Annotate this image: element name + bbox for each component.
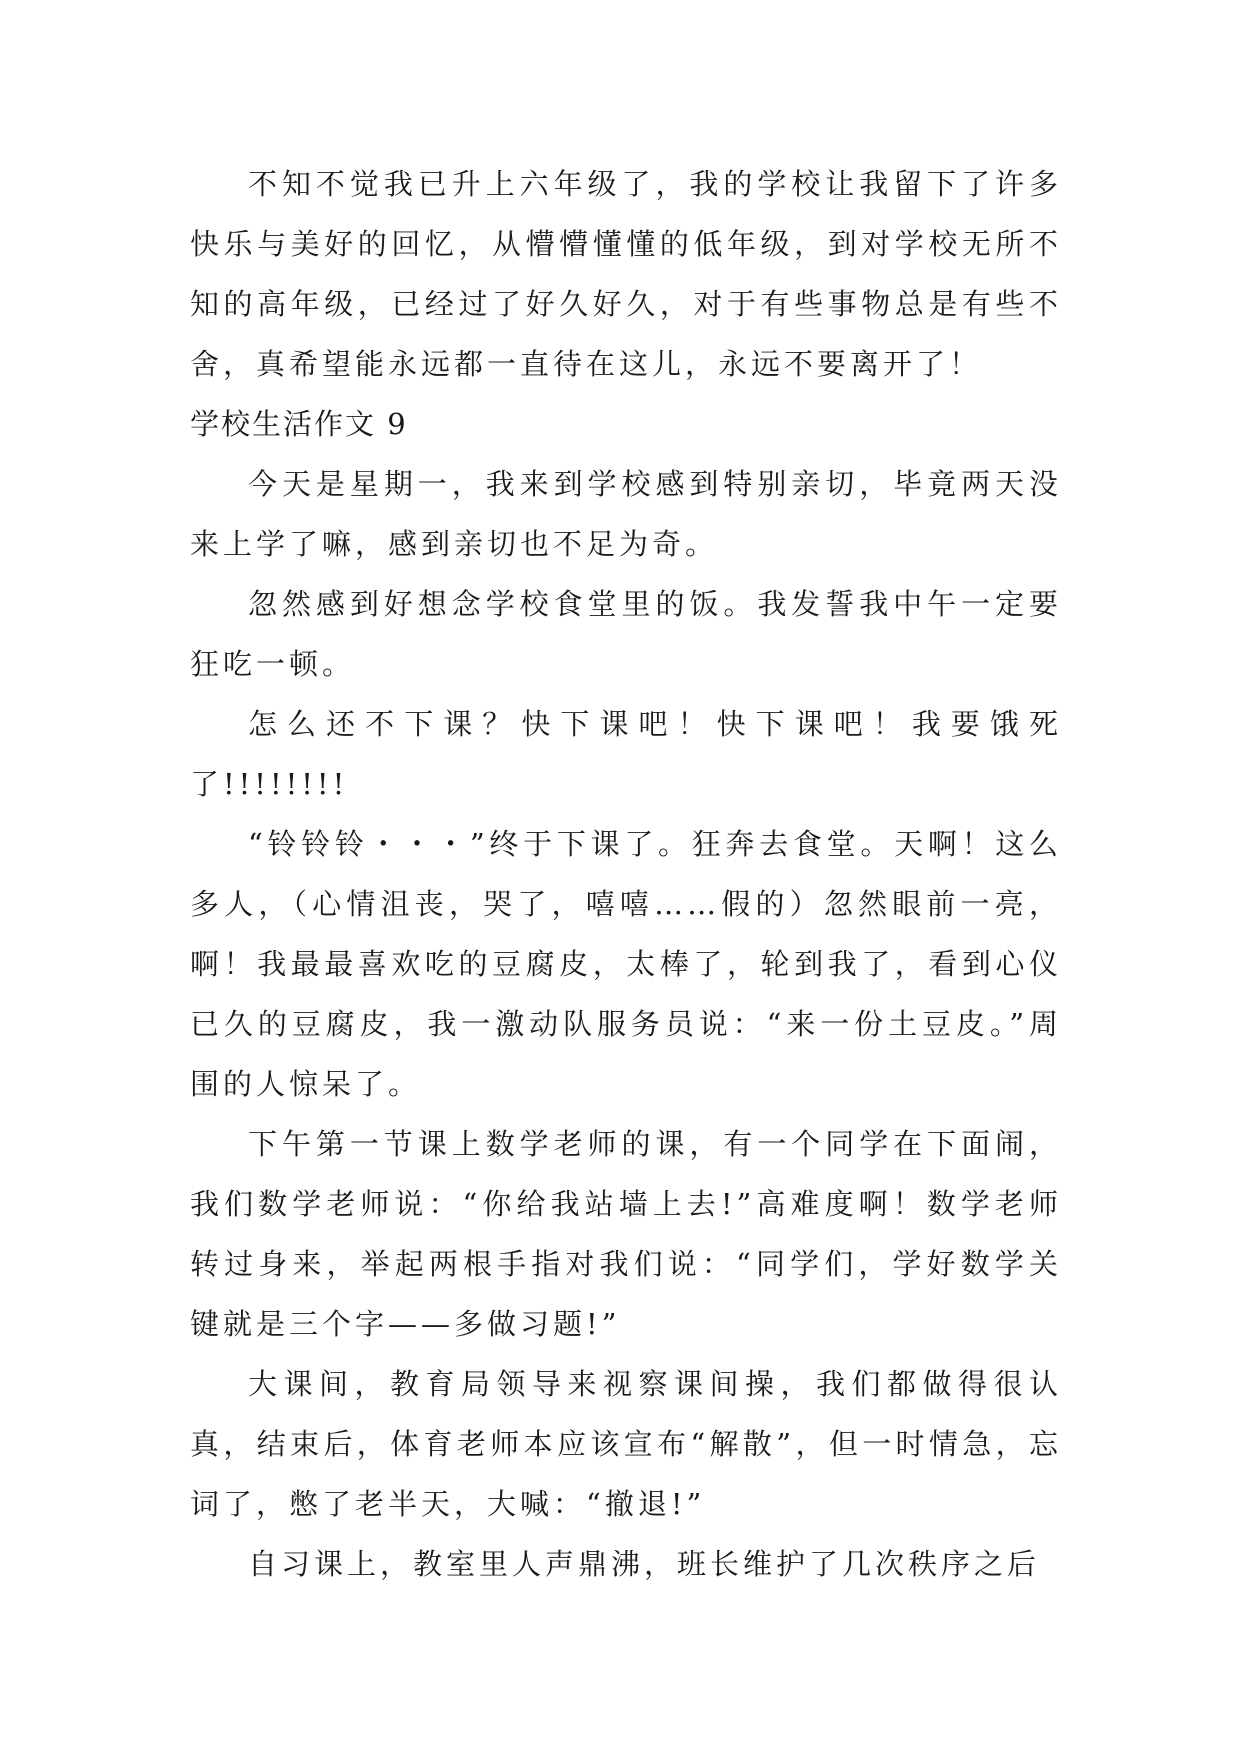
- paragraph: 自习课上，教室里人声鼎沸，班长维护了几次秩序之后: [248, 1547, 1041, 1581]
- paragraph: 下午第一节课上数学老师的课，有一个同学在下面闹，我们数学老师说：“你给我站墙上去!”高难度啊！数学老师转过身来，举起两根手指对我们说：“同学们，学好数学关键就是三个字——多做习题!”: [190, 1127, 1062, 1341]
- paragraph: 忽然感到好想念学校食堂里的饭。我发誓我中午一定要狂吃一顿。: [190, 587, 1062, 681]
- document-body: [190, 154, 1062, 1594]
- paragraph: 大课间，教育局领导来视察课间操，我们都做得很认真，结束后，体育老师本应该宣布“解散”，但一时情急，忘词了，憋了老半天，大喊：“撤退!”: [190, 1367, 1062, 1521]
- paragraph-intro: 不知不觉我已升上六年级了，我的学校让我留下了许多快乐与美好的回忆，从懵懵懂懂的低年级，到对学校无所不知的高年级，已经过了好久好久，对于有些事物总是有些不舍，真希望能永远都一直待在这儿，永远不要离开了！: [190, 167, 1062, 381]
- paragraph: 怎么还不下课？快下课吧！快下课吧！我要饿死了!!!!!!!!: [190, 707, 1062, 801]
- section-heading: 学校生活作文 9: [190, 407, 408, 441]
- paragraph: “铃铃铃・・・”终于下课了。狂奔去食堂。天啊！这么多人，（心情沮丧，哭了，嘻嘻……假的）忽然眼前一亮，啊！我最最喜欢吃的豆腐皮，太棒了，轮到我了，看到心仪已久的豆腐皮，我一激动队服务员说：“来一份土豆皮。”周围的人惊呆了。: [190, 827, 1062, 1101]
- paragraph: 今天是星期一，我来到学校感到特别亲切，毕竟两天没来上学了嘛，感到亲切也不足为奇。: [190, 467, 1062, 561]
